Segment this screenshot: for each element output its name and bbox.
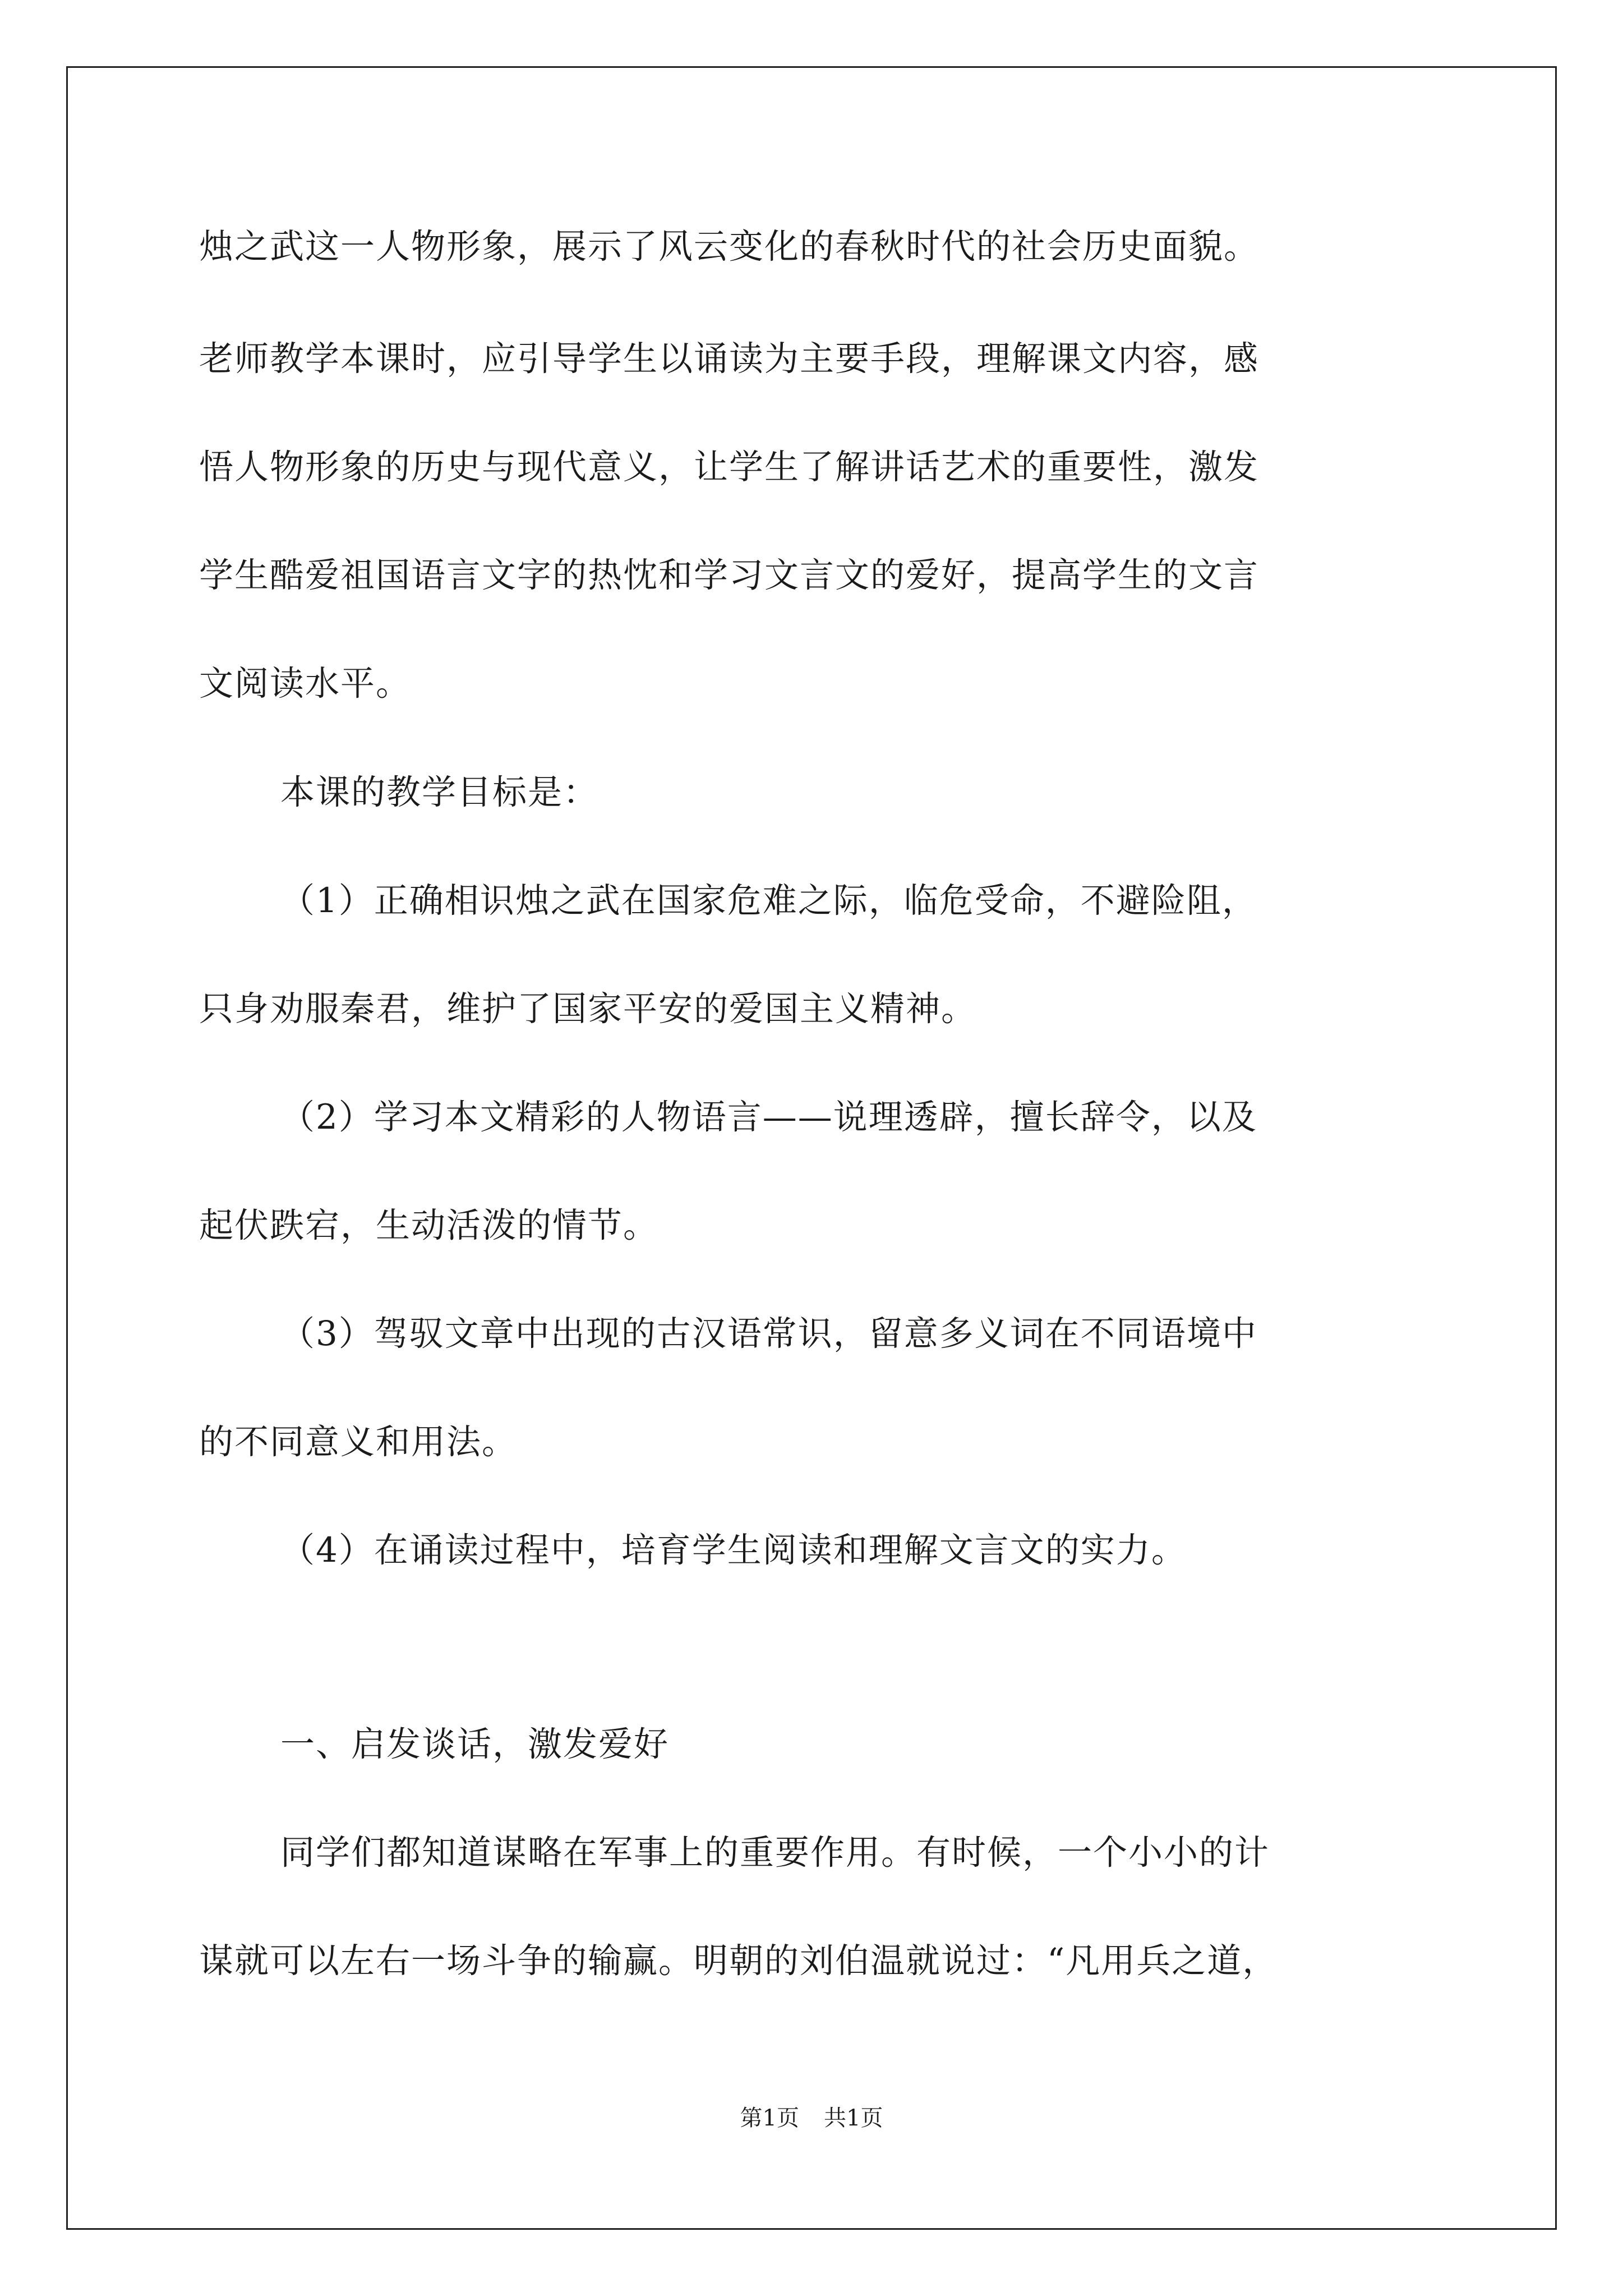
text-line: 本课的教学目标是：: [280, 772, 599, 812]
text-line: 同学们都知道谋略在军事上的重要作用。有时候，一个小小的计: [280, 1833, 1270, 1872]
text-line: （3）驾驭文章中出现的古汉语常识，留意多义词在不同语境中: [280, 1314, 1257, 1354]
text-line: 起伏跌宕，生动活泼的情节。: [199, 1205, 659, 1245]
text-line: 的不同意义和用法。: [199, 1422, 518, 1462]
text-line: （1）正确相识烛之武在国家危难之际，临危受命，不避险阻，: [280, 881, 1257, 921]
text-line: （2）学习本文精彩的人物语言——说理透辟，擅长辞令，以及: [280, 1097, 1257, 1137]
text-line: （4）在诵读过程中，培育学生阅读和理解文言文的实力。: [280, 1530, 1187, 1570]
text-line: 文阅读水平。: [199, 664, 412, 703]
section-heading: 一、启发谈话，激发爱好: [280, 1724, 670, 1764]
page-number: 第1页: [740, 2105, 799, 2131]
page-border: [66, 66, 1557, 2230]
page-footer: [0, 2101, 1623, 2135]
text-line: 悟人物形象的历史与现代意义，让学生了解讲话艺术的重要性，激发: [199, 447, 1260, 487]
text-line: 烛之武这一人物形象，展示了风云变化的春秋时代的社会历史面貌。: [199, 227, 1260, 266]
page-total: 共1页: [824, 2105, 883, 2131]
text-line: 学生酷爱祖国语言文字的热忱和学习文言文的爱好，提高学生的文言: [199, 555, 1260, 595]
text-line: 谋就可以左右一场斗争的输赢。明朝的刘伯温就说过：“凡用兵之道，: [199, 1941, 1278, 1981]
text-line: 老师教学本课时，应引导学生以诵读为主要手段，理解课文内容，感: [199, 339, 1260, 379]
text-line: 只身劝服秦君，维护了国家平安的爱国主义精神。: [199, 989, 977, 1029]
